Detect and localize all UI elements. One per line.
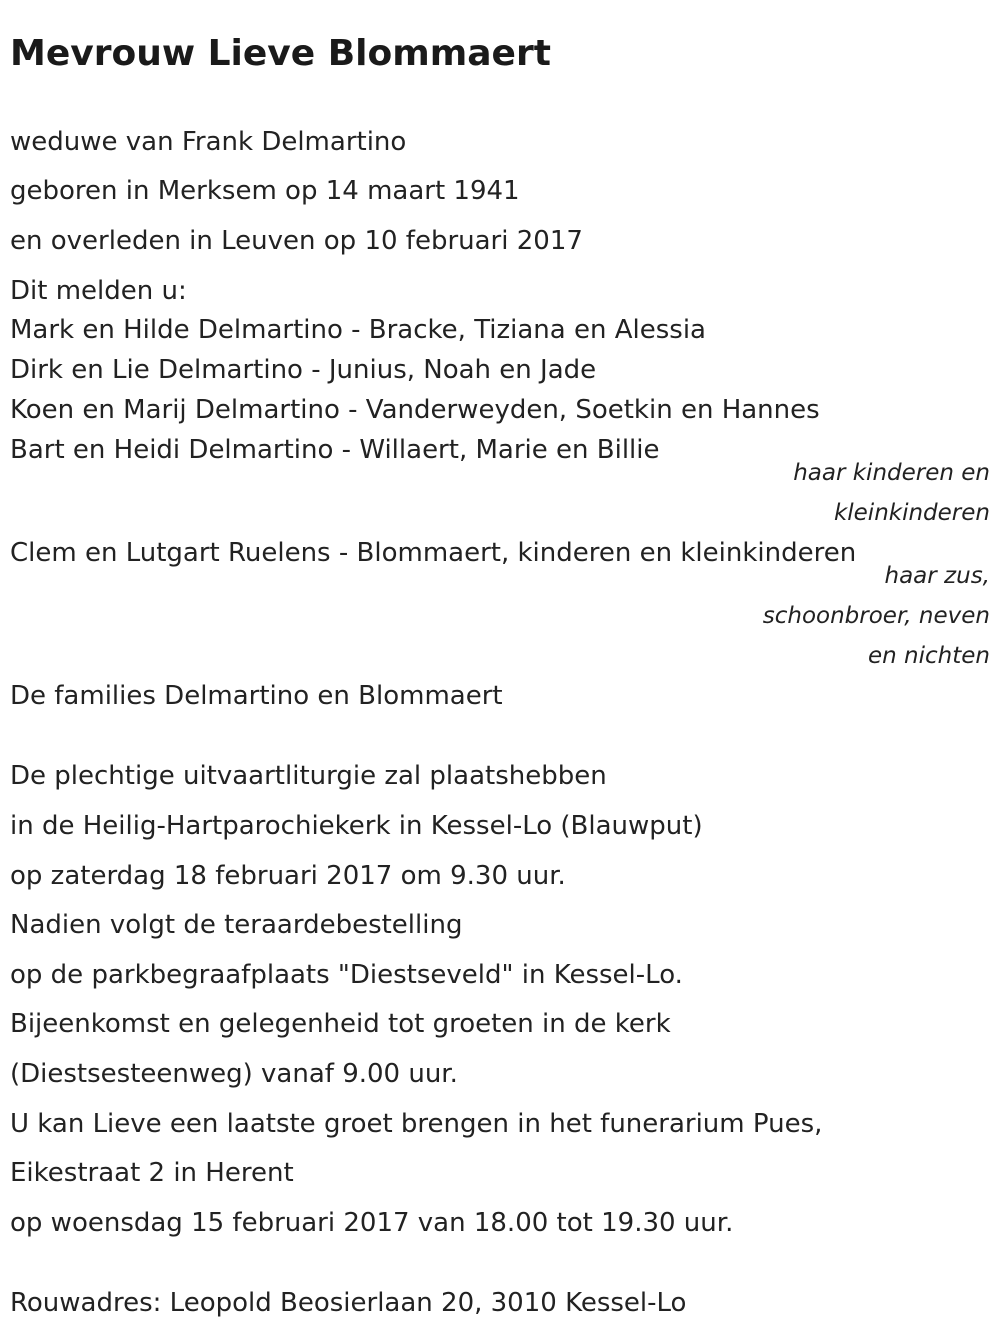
address-line: Rouwadres: Leopold Beosierlaan 20, 3010 Kessel-Lo: [10, 1288, 687, 1318]
family-line: Dirk en Lie Delmartino - Junius, Noah en Jade: [10, 355, 597, 385]
ceremony-line: op zaterdag 18 februari 2017 om 9.30 uur.: [10, 861, 566, 891]
relation-label: haar zus,: [884, 563, 990, 589]
ceremony-line: in de Heilig-Hartparochiekerk in Kessel-Lo (Blauwput): [10, 811, 703, 841]
death-line: en overleden in Leuven op 10 februari 2017: [10, 226, 583, 256]
ceremony-line: Eikestraat 2 in Herent: [10, 1158, 294, 1188]
relation-label: schoonbroer, neven: [762, 603, 990, 629]
widow-line: weduwe van Frank Delmartino: [10, 127, 407, 157]
page-title: Mevrouw Lieve Blommaert: [10, 33, 551, 74]
ceremony-line: Bijeenkomst en gelegenheid tot groeten in de kerk: [10, 1009, 671, 1039]
relation-label: kleinkinderen: [833, 500, 990, 526]
ceremony-line: op woensdag 15 februari 2017 van 18.00 tot 19.30 uur.: [10, 1208, 734, 1238]
birth-line: geboren in Merksem op 14 maart 1941: [10, 176, 520, 206]
family-line: Mark en Hilde Delmartino - Bracke, Tiziana en Alessia: [10, 315, 706, 345]
ceremony-line: Nadien volgt de teraardebestelling: [10, 910, 463, 940]
ceremony-line: op de parkbegraafplaats "Diestseveld" in Kessel-Lo.: [10, 960, 683, 990]
relation-label: en nichten: [868, 643, 990, 669]
ceremony-line: (Diestsesteenweg) vanaf 9.00 uur.: [10, 1059, 458, 1089]
relation-label: haar kinderen en: [793, 460, 990, 486]
announce-heading: Dit melden u:: [10, 276, 187, 306]
family-line: Bart en Heidi Delmartino - Willaert, Marie en Billie: [10, 435, 660, 465]
ceremony-line: U kan Lieve een laatste groet brengen in het funerarium Pues,: [10, 1109, 823, 1139]
ceremony-line: De plechtige uitvaartliturgie zal plaatshebben: [10, 761, 607, 791]
families-line: De families Delmartino en Blommaert: [10, 681, 503, 711]
family-line: Clem en Lutgart Ruelens - Blommaert, kinderen en kleinkinderen: [10, 538, 857, 568]
family-line: Koen en Marij Delmartino - Vanderweyden, Soetkin en Hannes: [10, 395, 820, 425]
